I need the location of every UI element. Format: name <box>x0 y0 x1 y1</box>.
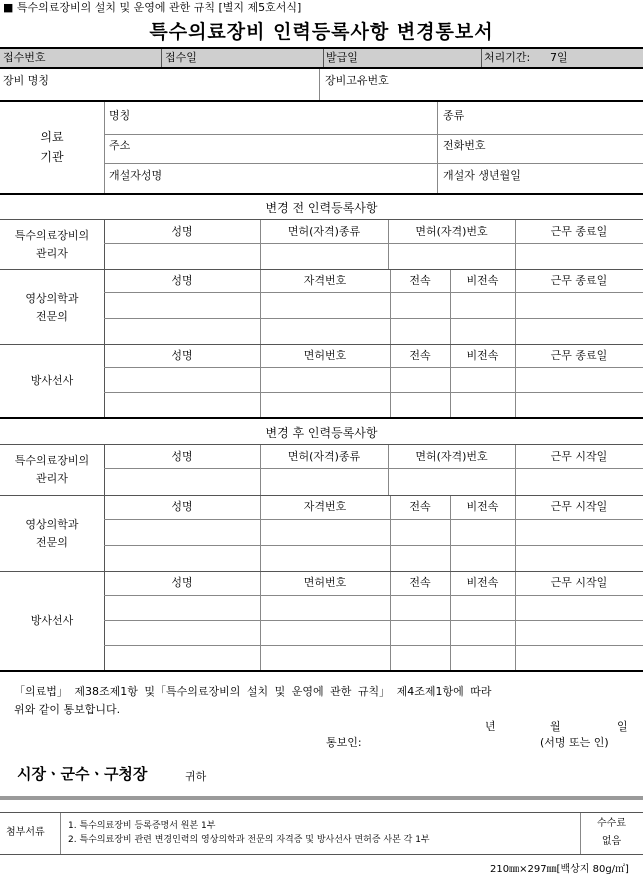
after-radiographer-col-start-date: 근무 시작일 <box>550 576 608 589</box>
after-radiographer-col-name: 성명 <box>171 576 193 589</box>
before-manager-col-end-date: 근무 종료일 <box>550 225 608 238</box>
founder-birth-label: 개설자 생년월일 <box>443 169 521 182</box>
after-radiologist-col-start-date: 근무 시작일 <box>550 500 608 513</box>
after-manager-label-2: 관리자 <box>36 472 68 485</box>
issue-date-label: 발급일 <box>326 51 358 64</box>
processing-period-label: 처리기간: <box>484 51 531 64</box>
before-radiographer-label: 방사선사 <box>30 374 74 387</box>
date-month-label: 월 <box>550 720 561 733</box>
before-radiographer-col-license-no: 면허번호 <box>303 349 347 362</box>
after-radiologist-col-name: 성명 <box>171 500 193 513</box>
before-radiographer-col-name: 성명 <box>171 349 193 362</box>
after-radiologist-label-1: 영상의학과 <box>25 518 79 531</box>
processing-period-value: 7일 <box>550 51 568 64</box>
before-manager-col-license-type: 면허(자격)종류 <box>287 225 361 238</box>
top-thick-rule <box>0 47 643 49</box>
fee-value: 없음 <box>601 836 622 847</box>
recipient-title: 시장ㆍ군수ㆍ구청장 <box>17 765 148 783</box>
after-manager-col-license-no: 면허(자격)번호 <box>415 450 488 463</box>
after-radiographer-col-exclusive: 전속 <box>409 576 431 589</box>
institution-address-label: 주소 <box>109 139 131 152</box>
before-radiologist-label-2: 전문의 <box>36 310 68 323</box>
attachments-label: 첨부서류 <box>6 827 45 838</box>
equipment-id-label: 장비고유번호 <box>325 74 389 87</box>
attachments-top-rule <box>0 796 643 800</box>
after-radiographer-col-nonexclusive: 비전속 <box>466 576 499 589</box>
institution-type-label: 종류 <box>443 109 465 122</box>
before-manager-col-name: 성명 <box>171 225 193 238</box>
equipment-name-label: 장비 명칭 <box>3 74 50 87</box>
before-radiologist-col-exclusive: 전속 <box>409 274 431 287</box>
after-manager-label-1: 특수의료장비의 <box>14 454 90 467</box>
before-radiologist-col-cert-no: 자격번호 <box>303 274 347 287</box>
date-year-label: 년 <box>485 720 496 733</box>
signature-hint: (서명 또는 인) <box>540 736 609 749</box>
after-section-title: 변경 후 인력등록사항 <box>265 426 378 440</box>
attachment-item-2: 2. 특수의료장비 관련 변경인력의 영상의학과 전문의 자격증 및 방사선사 면허증 사본 각 1부 <box>68 835 430 845</box>
after-radiologist-col-exclusive: 전속 <box>409 500 431 513</box>
before-radiographer-col-nonexclusive: 비전속 <box>466 349 499 362</box>
before-manager-label-1: 특수의료장비의 <box>14 229 90 242</box>
receipt-row <box>0 48 643 67</box>
attachment-item-1: 1. 특수의료장비 등록증명서 원본 1부 <box>68 821 216 831</box>
paper-spec: 210㎜×297㎜[백상지 80g/㎡] <box>490 864 629 875</box>
before-radiologist-col-end-date: 근무 종료일 <box>550 274 608 287</box>
after-radiologist-col-nonexclusive: 비전속 <box>466 500 499 513</box>
before-manager-col-license-no: 면허(자격)번호 <box>415 225 488 238</box>
after-radiologist-col-cert-no: 자격번호 <box>303 500 347 513</box>
form-caption: ■ 특수의료장비의 설치 및 운영에 관한 규칙 [별지 제5호서식] <box>3 1 302 14</box>
institution-phone-label: 전화번호 <box>443 139 486 152</box>
before-manager-label-2: 관리자 <box>36 247 68 260</box>
after-radiographer-col-license-no: 면허번호 <box>303 576 347 589</box>
recipient-suffix: 귀하 <box>185 770 207 783</box>
receipt-no-label: 접수번호 <box>3 51 46 64</box>
receipt-date-label: 접수일 <box>165 51 197 64</box>
date-day-label: 일 <box>617 720 628 733</box>
before-radiologist-col-name: 성명 <box>171 274 193 287</box>
statement-line-2: 위와 같이 통보합니다. <box>14 703 121 716</box>
after-manager-col-license-type: 면허(자격)종류 <box>287 450 361 463</box>
founder-name-label: 개설자성명 <box>109 169 163 182</box>
institution-label-1: 의료 <box>40 130 64 144</box>
before-radiographer-col-end-date: 근무 종료일 <box>550 349 608 362</box>
before-radiologist-col-nonexclusive: 비전속 <box>466 274 499 287</box>
after-radiologist-label-2: 전문의 <box>36 536 68 549</box>
notifier-label: 통보인: <box>326 736 362 749</box>
after-radiographer-label: 방사선사 <box>30 614 74 627</box>
after-manager-col-start-date: 근무 시작일 <box>550 450 608 463</box>
institution-label-2: 기관 <box>40 150 64 164</box>
form-title: 특수의료장비 인력등록사항 변경통보서 <box>149 21 494 43</box>
statement-line-1: 「의료법」 제38조제1항 및「특수의료장비의 설치 및 운영에 관한 규칙」 제4조제1항에 따라 <box>14 685 492 698</box>
institution-name-label: 명칭 <box>109 109 131 122</box>
fee-label: 수수료 <box>597 818 626 829</box>
before-radiologist-label-1: 영상의학과 <box>25 292 79 305</box>
before-radiographer-col-exclusive: 전속 <box>409 349 431 362</box>
before-section-title: 변경 전 인력등록사항 <box>265 201 378 215</box>
after-manager-col-name: 성명 <box>171 450 193 463</box>
